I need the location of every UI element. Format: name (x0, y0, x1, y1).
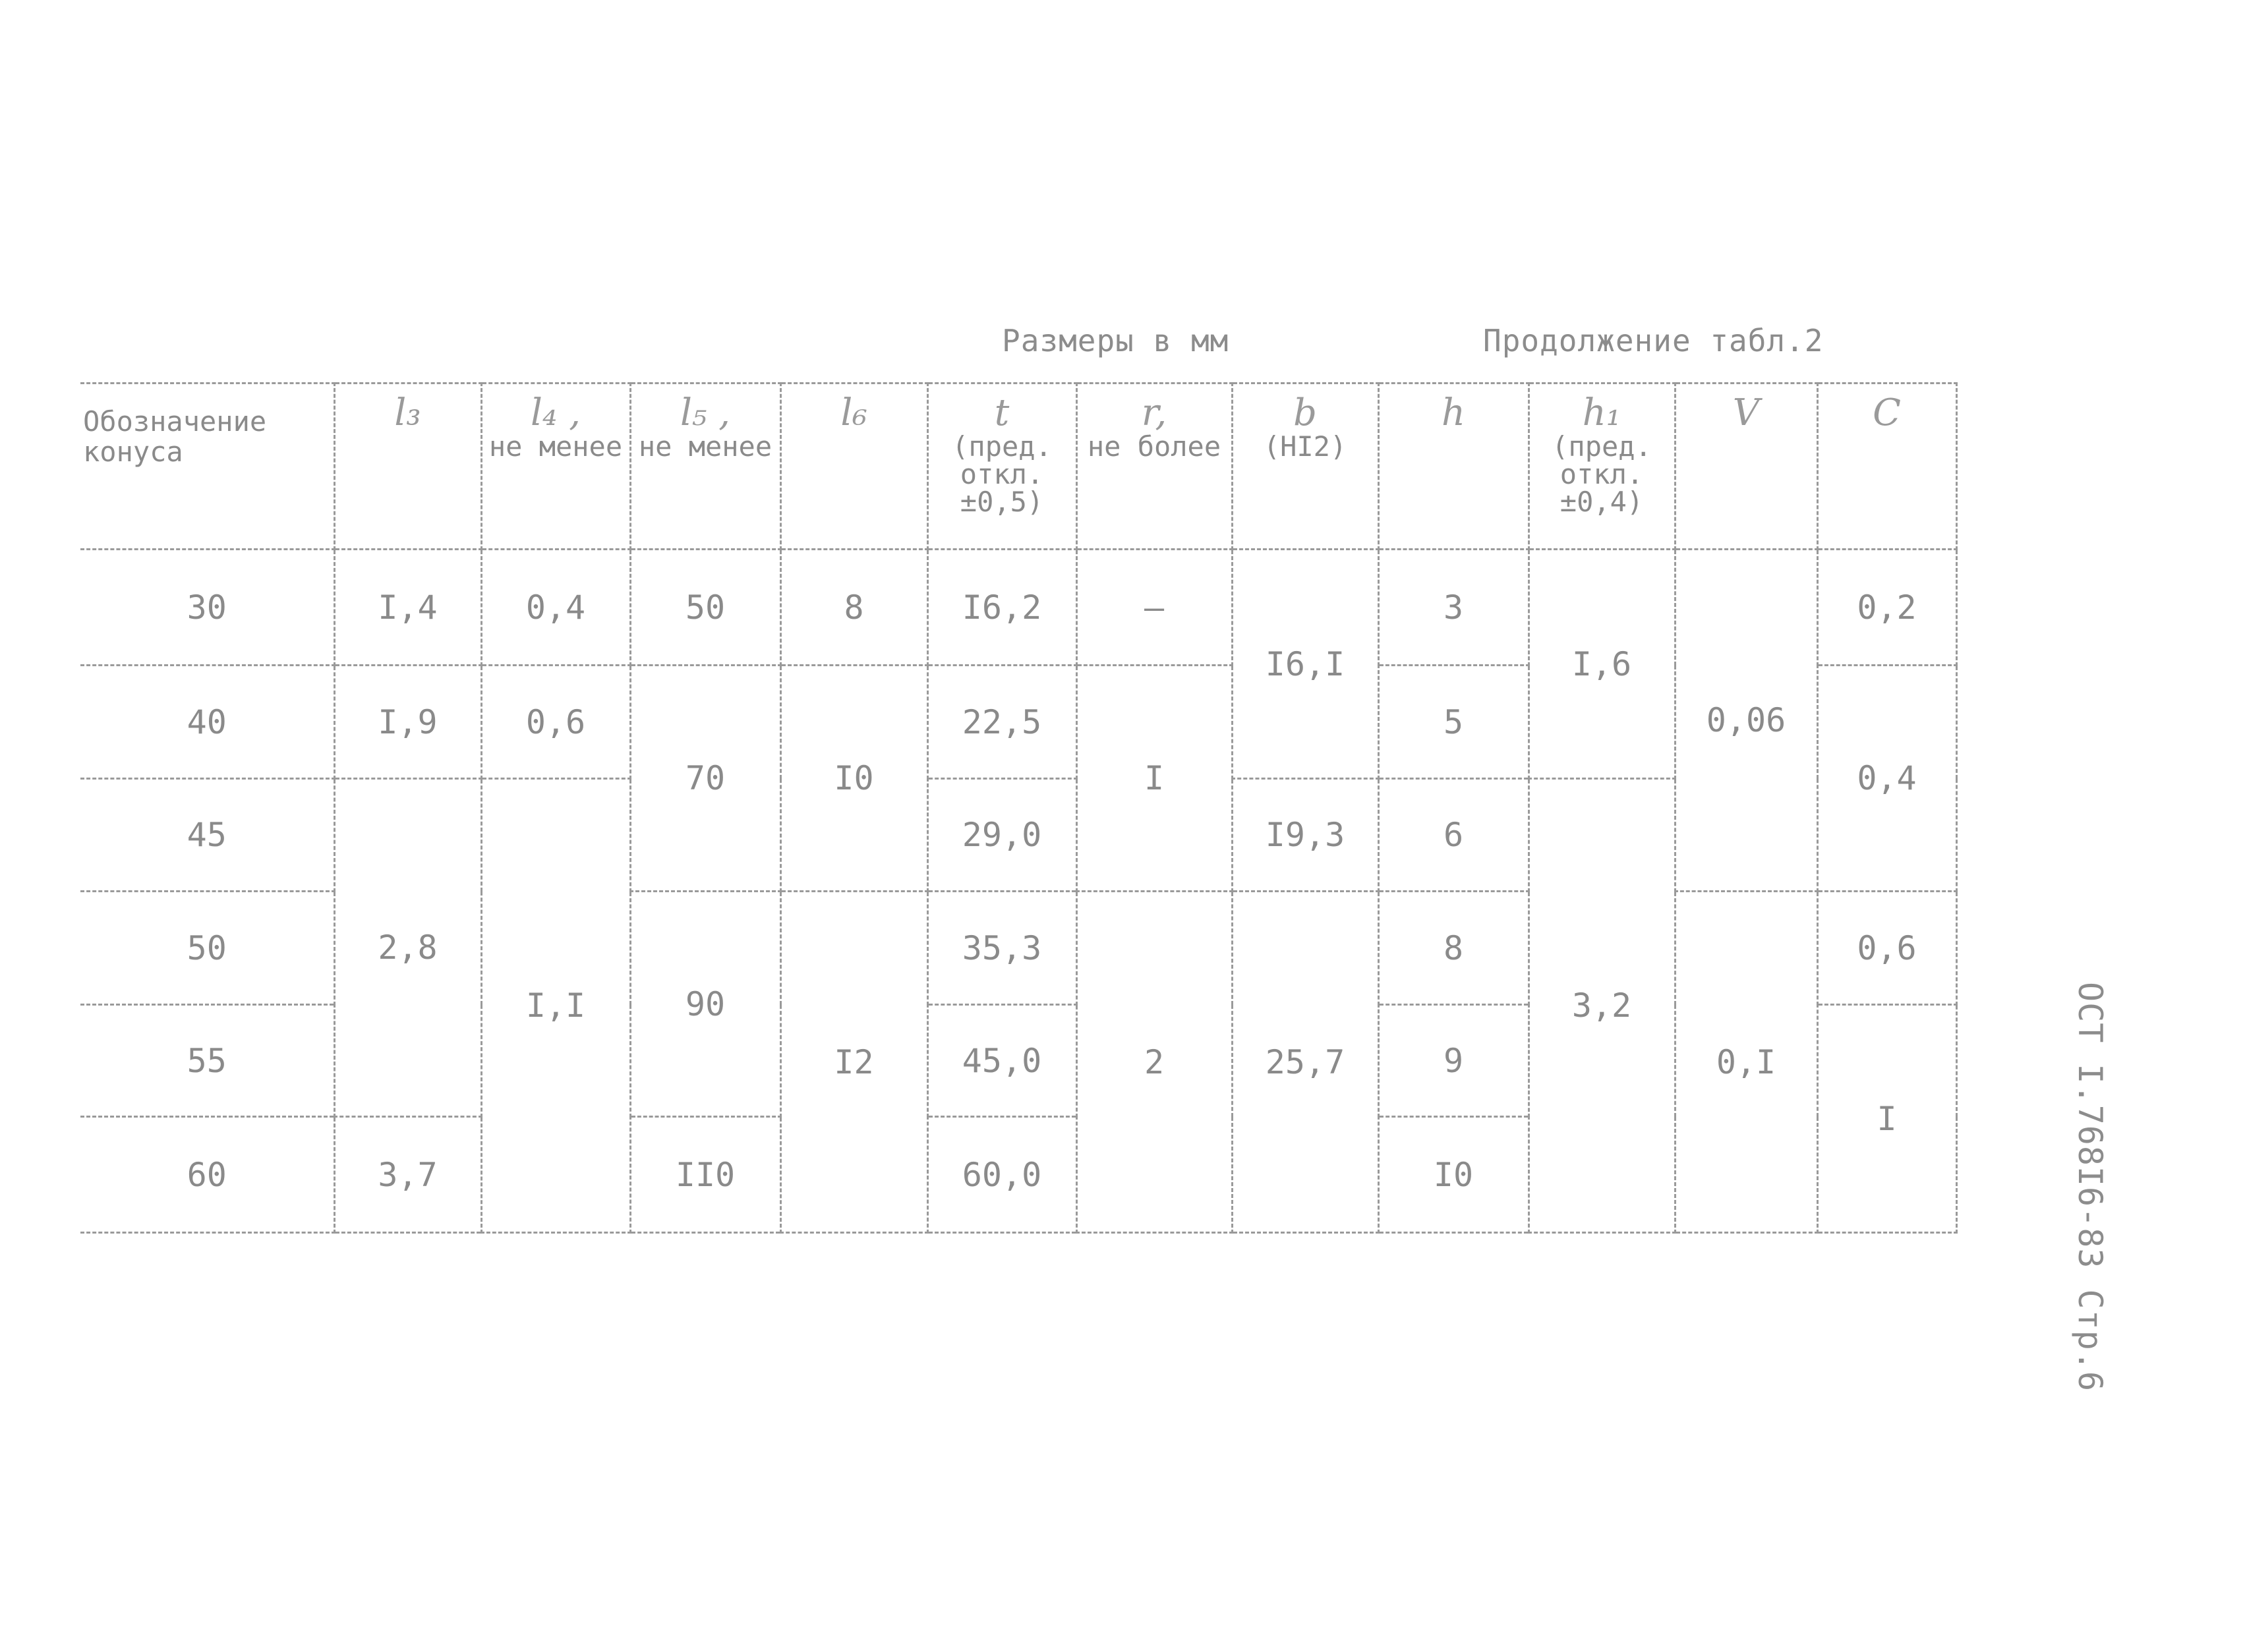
units-caption: Размеры в мм (1002, 323, 1229, 358)
cell-r: – (1076, 550, 1232, 666)
cell-t: I6,2 (927, 550, 1076, 666)
table-header-row (80, 384, 1956, 550)
cell-designation: 40 (80, 666, 334, 779)
cell-l3: 3,7 (334, 1117, 481, 1233)
cell-designation: 50 (80, 892, 334, 1005)
cell-t: 45,0 (927, 1005, 1076, 1117)
cell-designation: 30 (80, 550, 334, 666)
cell-b: I9,3 (1232, 779, 1378, 892)
header-v: V (1675, 384, 1817, 550)
cell-c: 0,4 (1817, 666, 1956, 892)
cell-c: I (1817, 1005, 1956, 1233)
header-l4: l₄ , не менее (481, 384, 630, 550)
cell-h: 8 (1378, 892, 1529, 1005)
cell-t: 35,3 (927, 892, 1076, 1005)
cell-l4: 0,6 (481, 666, 630, 779)
header-designation: Обозначение конуса (80, 384, 334, 550)
header-l6: l₆ (780, 384, 927, 550)
cell-b: 25,7 (1232, 892, 1378, 1233)
header-l3: l₃ (334, 384, 481, 550)
header-l5: l₅ , не менее (630, 384, 780, 550)
document-reference-note: ОСТ I.768I6-83 Стр.6 (2071, 982, 2109, 1392)
header-h1: h₁ (пред. откл. ±0,4) (1529, 384, 1675, 550)
cell-b: I6,I (1232, 550, 1378, 779)
cell-h1: I,6 (1529, 550, 1675, 779)
cell-t: 22,5 (927, 666, 1076, 779)
cell-l3: I,9 (334, 666, 481, 779)
cell-l5: 70 (630, 666, 780, 892)
cell-l5: 90 (630, 892, 780, 1117)
cell-l4: I,I (481, 779, 630, 1233)
cell-designation: 45 (80, 779, 334, 892)
cone-dimensions-table (80, 382, 1958, 1234)
cell-l3: 2,8 (334, 779, 481, 1117)
table-continuation-caption: Продолжение табл.2 (1483, 323, 1824, 358)
cell-r: I (1076, 666, 1232, 892)
cell-c: 0,2 (1817, 550, 1956, 666)
cell-l5: II0 (630, 1117, 780, 1233)
cell-c: 0,6 (1817, 892, 1956, 1005)
cell-h: 3 (1378, 550, 1529, 666)
cell-l3: I,4 (334, 550, 481, 666)
header-r: r, не более (1076, 384, 1232, 550)
cell-designation: 60 (80, 1117, 334, 1233)
cell-l5: 50 (630, 550, 780, 666)
cell-l6: I0 (780, 666, 927, 892)
table-row (80, 550, 1956, 666)
cell-t: 29,0 (927, 779, 1076, 892)
header-c: C (1817, 384, 1956, 550)
cell-h: I0 (1378, 1117, 1529, 1233)
cell-h: 5 (1378, 666, 1529, 779)
cell-designation: 55 (80, 1005, 334, 1117)
cell-t: 60,0 (927, 1117, 1076, 1233)
header-t: t (пред. откл. ±0,5) (927, 384, 1076, 550)
cell-v: 0,06 (1675, 550, 1817, 892)
cell-l6: 8 (780, 550, 927, 666)
header-h: h (1378, 384, 1529, 550)
cell-r: 2 (1076, 892, 1232, 1233)
cell-l6: I2 (780, 892, 927, 1233)
cell-h: 9 (1378, 1005, 1529, 1117)
cell-h1: 3,2 (1529, 779, 1675, 1233)
cell-v: 0,I (1675, 892, 1817, 1233)
cell-h: 6 (1378, 779, 1529, 892)
header-b: b (HI2) (1232, 384, 1378, 550)
cell-l4: 0,4 (481, 550, 630, 666)
